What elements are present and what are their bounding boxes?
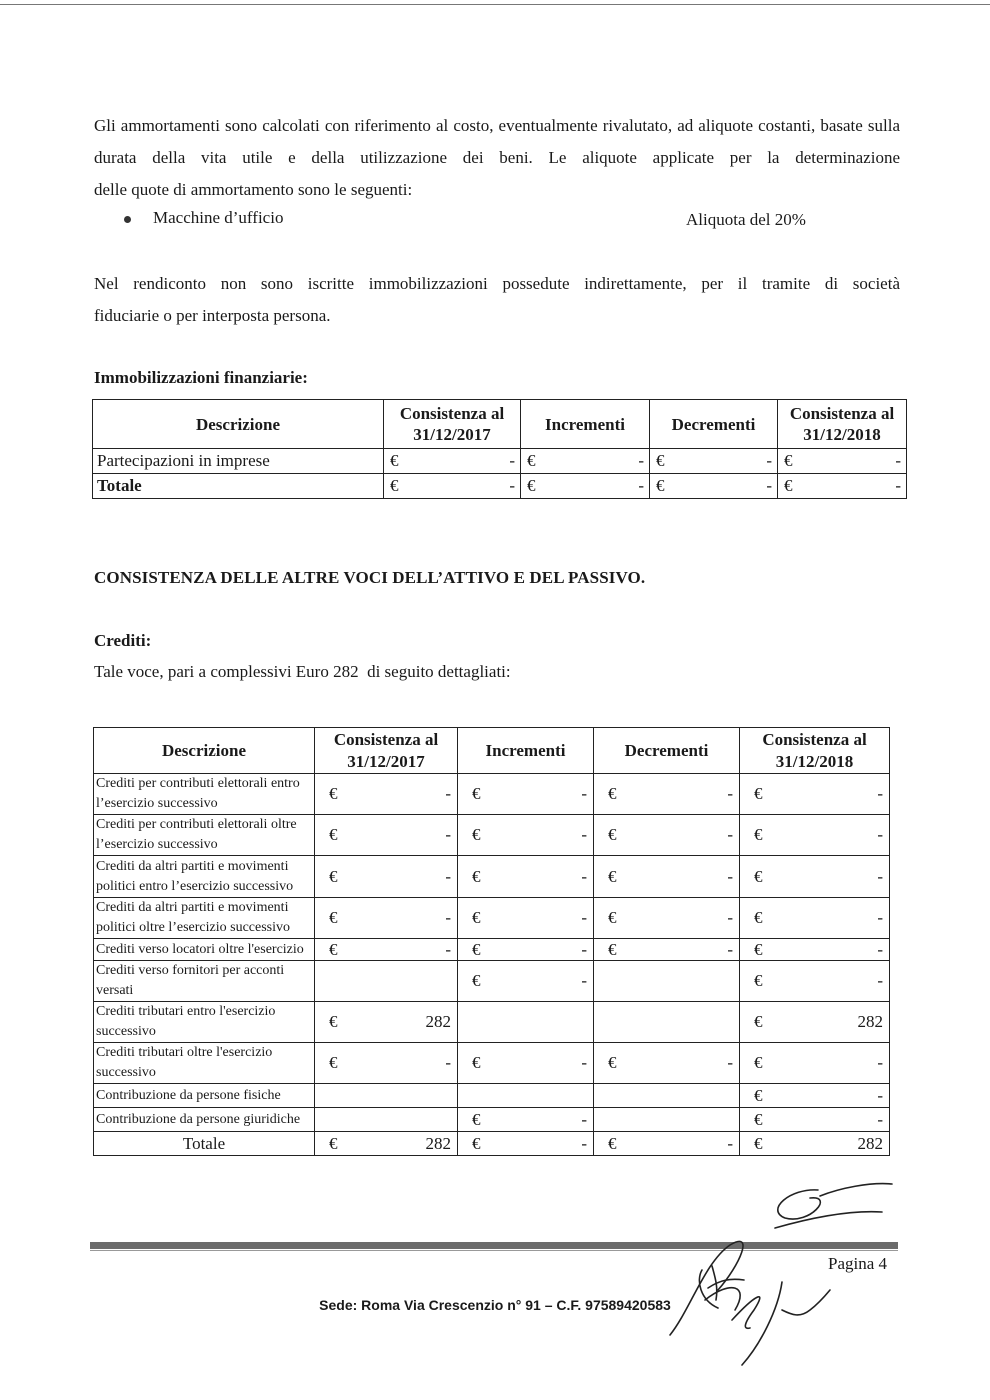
fin-cell bbox=[521, 449, 650, 474]
currency-symbol: € bbox=[329, 825, 338, 844]
cred-amount bbox=[752, 1134, 883, 1154]
fin-value: - bbox=[509, 451, 515, 470]
cred-cell bbox=[594, 774, 740, 815]
cred-value: - bbox=[877, 784, 883, 803]
currency-symbol: € bbox=[784, 451, 793, 470]
cred-cell bbox=[315, 856, 458, 898]
cred-cell bbox=[458, 1132, 594, 1156]
fin-cell bbox=[778, 449, 907, 474]
currency-symbol: € bbox=[329, 939, 338, 959]
table-row bbox=[94, 898, 890, 939]
cred-cell bbox=[315, 815, 458, 856]
currency-symbol: € bbox=[656, 476, 665, 495]
cred-cell bbox=[458, 815, 594, 856]
cred-cell bbox=[458, 898, 594, 939]
currency-symbol: € bbox=[527, 476, 536, 495]
cred-amount bbox=[327, 867, 451, 887]
footer-address: Sede: Roma Via Crescenzio n° 91 – C.F. 97589420583 bbox=[319, 1297, 671, 1313]
currency-symbol: € bbox=[754, 908, 763, 927]
currency-symbol: € bbox=[472, 1133, 481, 1153]
fin-value: - bbox=[895, 476, 901, 495]
cred-cell bbox=[740, 815, 890, 856]
intro-paragraph-2-body: Nel rendiconto non sono iscritte immobilizzazioni possedute indirettamente, per il tramite di società bbox=[94, 274, 900, 293]
fin-cell bbox=[778, 474, 907, 499]
cred-value: - bbox=[727, 1053, 733, 1072]
cred-value: - bbox=[877, 1109, 883, 1129]
cred-amount bbox=[470, 1110, 587, 1130]
crediti-table bbox=[93, 727, 890, 1156]
table-row bbox=[94, 1084, 890, 1108]
cred-cell bbox=[740, 774, 890, 815]
cred-amount bbox=[327, 784, 451, 804]
signature-stroke bbox=[705, 1288, 740, 1310]
table-row bbox=[93, 449, 907, 474]
fin-value: - bbox=[766, 451, 772, 470]
cred-row-label: Contribuzione da persone fisiche bbox=[94, 1084, 315, 1108]
fin-value: - bbox=[766, 476, 772, 495]
cred-amount bbox=[752, 1110, 883, 1130]
cred-row-label: Crediti tributari entro l'esercizio successivo bbox=[94, 1002, 315, 1043]
signature-stroke bbox=[742, 1282, 782, 1365]
cred-value: 282 bbox=[857, 1133, 883, 1153]
table-row bbox=[94, 939, 890, 961]
fin-cell bbox=[384, 474, 521, 499]
cred-value: - bbox=[445, 784, 451, 803]
table-row bbox=[94, 1002, 890, 1043]
top-rule bbox=[0, 4, 990, 5]
immobilizzazioni-table bbox=[92, 399, 907, 499]
cred-amount bbox=[470, 784, 587, 804]
cred-value: 282 bbox=[857, 1012, 883, 1031]
currency-symbol: € bbox=[329, 1053, 338, 1072]
currency-symbol: € bbox=[754, 1133, 763, 1153]
table-row bbox=[94, 1132, 890, 1156]
cred-cell bbox=[740, 939, 890, 961]
cred-cell bbox=[594, 1043, 740, 1084]
table-row bbox=[94, 1043, 890, 1084]
fin-value: - bbox=[638, 476, 644, 495]
cred-cell bbox=[458, 1084, 594, 1108]
currency-symbol: € bbox=[754, 1109, 763, 1129]
signature-stroke bbox=[708, 1279, 744, 1288]
cred-value: - bbox=[727, 825, 733, 844]
fin-header-descrizione: Descrizione bbox=[93, 400, 384, 449]
cred-cell bbox=[594, 1132, 740, 1156]
cred-value: - bbox=[581, 825, 587, 844]
currency-symbol: € bbox=[472, 784, 481, 803]
cred-cell bbox=[740, 856, 890, 898]
currency-symbol: € bbox=[608, 1133, 617, 1153]
fin-row-label: Partecipazioni in imprese bbox=[93, 449, 384, 474]
cred-amount bbox=[752, 867, 883, 887]
cred-cell bbox=[594, 815, 740, 856]
signature-stroke bbox=[778, 1190, 821, 1219]
intro-paragraph-1-last: delle quote di ammortamento sono le seguenti: bbox=[94, 180, 413, 199]
currency-symbol: € bbox=[390, 476, 399, 495]
intro-paragraph-2 bbox=[94, 268, 900, 332]
currency-symbol: € bbox=[472, 1109, 481, 1129]
signature-stroke bbox=[775, 1212, 882, 1228]
signature-mark bbox=[660, 1170, 900, 1380]
fin-header-consistenza-2017: Consistenza al 31/12/2017 bbox=[384, 400, 521, 449]
cred-cell bbox=[594, 961, 740, 1002]
crediti-intro: Tale voce, pari a complessivi Euro 282 di seguito dettagliati: bbox=[94, 662, 511, 681]
cred-value: - bbox=[727, 939, 733, 959]
cred-row-label: Crediti tributari oltre l'esercizio successivo bbox=[94, 1043, 315, 1084]
cred-cell bbox=[315, 939, 458, 961]
cred-amount bbox=[752, 908, 883, 928]
cred-cell bbox=[458, 961, 594, 1002]
cred-value: - bbox=[581, 908, 587, 927]
cred-cell bbox=[594, 1108, 740, 1132]
cred-cell bbox=[740, 1084, 890, 1108]
cred-value: - bbox=[727, 866, 733, 886]
cred-value: - bbox=[445, 1053, 451, 1072]
currency-symbol: € bbox=[754, 1012, 763, 1031]
fin-value: - bbox=[895, 451, 901, 470]
cred-amount bbox=[470, 1134, 587, 1154]
currency-symbol: € bbox=[472, 908, 481, 927]
cred-cell bbox=[740, 1108, 890, 1132]
immobilizzazioni-heading: Immobilizzazioni finanziarie: bbox=[94, 368, 308, 387]
cred-row-label: Contribuzione da persone giuridiche bbox=[94, 1108, 315, 1132]
cred-amount bbox=[606, 1134, 733, 1154]
cred-value: - bbox=[877, 971, 883, 990]
cred-cell bbox=[315, 1108, 458, 1132]
cred-value: - bbox=[581, 939, 587, 959]
currency-symbol: € bbox=[329, 866, 338, 886]
cred-value: - bbox=[581, 1053, 587, 1072]
cred-value: - bbox=[581, 1133, 587, 1153]
fin-header-decrementi: Decrementi bbox=[650, 400, 778, 449]
cred-cell bbox=[315, 774, 458, 815]
cred-cell bbox=[315, 961, 458, 1002]
cred-amount bbox=[606, 1053, 733, 1073]
cred-row-label: Crediti verso locatori oltre l'esercizio bbox=[94, 939, 315, 961]
cred-value: - bbox=[581, 784, 587, 803]
cred-amount bbox=[327, 1012, 451, 1032]
currency-symbol: € bbox=[608, 908, 617, 927]
currency-symbol: € bbox=[608, 1053, 617, 1072]
currency-symbol: € bbox=[472, 971, 481, 990]
page-number: Pagina 4 bbox=[828, 1254, 888, 1273]
cred-value: 282 bbox=[425, 1012, 451, 1031]
cred-cell bbox=[458, 1002, 594, 1043]
crediti-heading: Crediti: bbox=[94, 631, 152, 650]
currency-symbol: € bbox=[608, 939, 617, 959]
cred-row-label: Crediti da altri partiti e movimenti politici entro l’esercizio successivo bbox=[94, 856, 315, 898]
cred-cell bbox=[315, 898, 458, 939]
cred-value: - bbox=[581, 971, 587, 990]
cred-cell bbox=[458, 939, 594, 961]
currency-symbol: € bbox=[329, 1012, 338, 1031]
table-row bbox=[94, 815, 890, 856]
cred-amount bbox=[752, 971, 883, 991]
currency-symbol: € bbox=[754, 971, 763, 990]
cred-row-label: Crediti da altri partiti e movimenti politici oltre l’esercizio successivo bbox=[94, 898, 315, 939]
currency-symbol: € bbox=[656, 451, 665, 470]
cred-amount bbox=[470, 825, 587, 845]
cred-cell bbox=[315, 1043, 458, 1084]
bullet-item: Macchine d’ufficio bbox=[153, 208, 284, 227]
cred-header-decrementi: Decrementi bbox=[594, 728, 740, 774]
fin-value: - bbox=[509, 476, 515, 495]
table-row bbox=[94, 774, 890, 815]
cred-amount bbox=[470, 1053, 587, 1073]
section-title: CONSISTENZA DELLE ALTRE VOCI DELL’ATTIVO E DEL PASSIVO. bbox=[94, 568, 646, 587]
cred-amount bbox=[606, 940, 733, 960]
cred-amount bbox=[327, 1053, 451, 1073]
cred-value: 282 bbox=[425, 1133, 451, 1153]
currency-symbol: € bbox=[472, 866, 481, 886]
cred-cell bbox=[458, 774, 594, 815]
cred-amount bbox=[606, 908, 733, 928]
cred-cell bbox=[740, 1002, 890, 1043]
currency-symbol: € bbox=[754, 825, 763, 844]
cred-header-consistenza-2018: Consistenza al 31/12/2018 bbox=[740, 728, 890, 774]
currency-symbol: € bbox=[329, 908, 338, 927]
cred-amount bbox=[470, 940, 587, 960]
cred-value: - bbox=[445, 825, 451, 844]
cred-amount bbox=[752, 825, 883, 845]
cred-cell bbox=[594, 898, 740, 939]
signature-stroke bbox=[782, 1290, 830, 1315]
currency-symbol: € bbox=[390, 451, 399, 470]
cred-value: - bbox=[877, 1085, 883, 1105]
cred-value: - bbox=[877, 1053, 883, 1072]
cred-cell bbox=[740, 1043, 890, 1084]
cred-cell bbox=[315, 1002, 458, 1043]
fin-header-incrementi: Incrementi bbox=[521, 400, 650, 449]
cred-value: - bbox=[445, 908, 451, 927]
currency-symbol: € bbox=[754, 784, 763, 803]
cred-cell bbox=[594, 1084, 740, 1108]
cred-amount bbox=[752, 1053, 883, 1073]
cred-row-label: Totale bbox=[94, 1132, 315, 1156]
bullet-icon bbox=[124, 216, 131, 223]
cred-value: - bbox=[727, 908, 733, 927]
cred-amount bbox=[752, 1012, 883, 1032]
cred-cell bbox=[315, 1132, 458, 1156]
fin-cell bbox=[384, 449, 521, 474]
cred-cell bbox=[594, 939, 740, 961]
fin-cell bbox=[650, 474, 778, 499]
bullet-rate: Aliquota del 20% bbox=[686, 210, 806, 229]
currency-symbol: € bbox=[754, 939, 763, 959]
cred-cell bbox=[458, 856, 594, 898]
table-row bbox=[93, 474, 907, 499]
cred-value: - bbox=[877, 866, 883, 886]
table-row bbox=[94, 856, 890, 898]
cred-amount bbox=[327, 940, 451, 960]
cred-amount bbox=[752, 1086, 883, 1106]
intro-paragraph-1 bbox=[94, 110, 900, 206]
cred-value: - bbox=[727, 1133, 733, 1153]
currency-symbol: € bbox=[784, 476, 793, 495]
table-row bbox=[94, 961, 890, 1002]
currency-symbol: € bbox=[472, 1053, 481, 1072]
cred-amount bbox=[752, 940, 883, 960]
cred-amount bbox=[752, 784, 883, 804]
currency-symbol: € bbox=[608, 825, 617, 844]
signature-stroke bbox=[732, 1297, 760, 1328]
currency-symbol: € bbox=[608, 784, 617, 803]
currency-symbol: € bbox=[329, 1133, 338, 1153]
intro-paragraph-2-last: fiduciarie o per interposta persona. bbox=[94, 306, 331, 325]
cred-amount bbox=[327, 908, 451, 928]
cred-header-consistenza-2017: Consistenza al 31/12/2017 bbox=[315, 728, 458, 774]
cred-amount bbox=[470, 971, 587, 991]
currency-symbol: € bbox=[472, 939, 481, 959]
cred-cell bbox=[594, 1002, 740, 1043]
signature-stroke bbox=[820, 1184, 892, 1196]
cred-value: - bbox=[581, 866, 587, 886]
currency-symbol: € bbox=[472, 825, 481, 844]
fin-cell bbox=[650, 449, 778, 474]
cred-cell bbox=[740, 961, 890, 1002]
fin-header-consistenza-2018: Consistenza al 31/12/2018 bbox=[778, 400, 907, 449]
cred-cell bbox=[458, 1043, 594, 1084]
cred-amount bbox=[606, 825, 733, 845]
currency-symbol: € bbox=[754, 866, 763, 886]
cred-value: - bbox=[727, 784, 733, 803]
cred-amount bbox=[470, 867, 587, 887]
cred-row-label: Crediti per contributi elettorali oltre l’esercizio successivo bbox=[94, 815, 315, 856]
cred-cell bbox=[315, 1084, 458, 1108]
cred-amount bbox=[606, 867, 733, 887]
cred-cell bbox=[458, 1108, 594, 1132]
cred-amount bbox=[327, 1134, 451, 1154]
cred-amount bbox=[327, 825, 451, 845]
fin-row-label: Totale bbox=[93, 474, 384, 499]
cred-value: - bbox=[877, 908, 883, 927]
cred-cell bbox=[740, 898, 890, 939]
currency-symbol: € bbox=[608, 866, 617, 886]
currency-symbol: € bbox=[527, 451, 536, 470]
cred-row-label: Crediti per contributi elettorali entro l’esercizio successivo bbox=[94, 774, 315, 815]
fin-value: - bbox=[638, 451, 644, 470]
cred-header-incrementi: Incrementi bbox=[458, 728, 594, 774]
currency-symbol: € bbox=[329, 784, 338, 803]
cred-cell bbox=[740, 1132, 890, 1156]
cred-cell bbox=[594, 856, 740, 898]
cred-value: - bbox=[581, 1109, 587, 1129]
cred-amount bbox=[470, 908, 587, 928]
currency-symbol: € bbox=[754, 1053, 763, 1072]
cred-row-label: Crediti verso fornitori per acconti versati bbox=[94, 961, 315, 1002]
cred-value: - bbox=[445, 866, 451, 886]
intro-paragraph-1-body: Gli ammortamenti sono calcolati con riferimento al costo, eventualmente rivalutato, ad aliquote costanti, basate sulla durata della vita utile e della utilizzazione dei beni. Le aliquote applicate per la determinazione bbox=[94, 116, 900, 167]
fin-cell bbox=[521, 474, 650, 499]
cred-value: - bbox=[877, 825, 883, 844]
cred-value: - bbox=[877, 939, 883, 959]
cred-header-descrizione: Descrizione bbox=[94, 728, 315, 774]
cred-value: - bbox=[445, 939, 451, 959]
currency-symbol: € bbox=[754, 1085, 763, 1105]
cred-amount bbox=[606, 784, 733, 804]
table-row bbox=[94, 1108, 890, 1132]
